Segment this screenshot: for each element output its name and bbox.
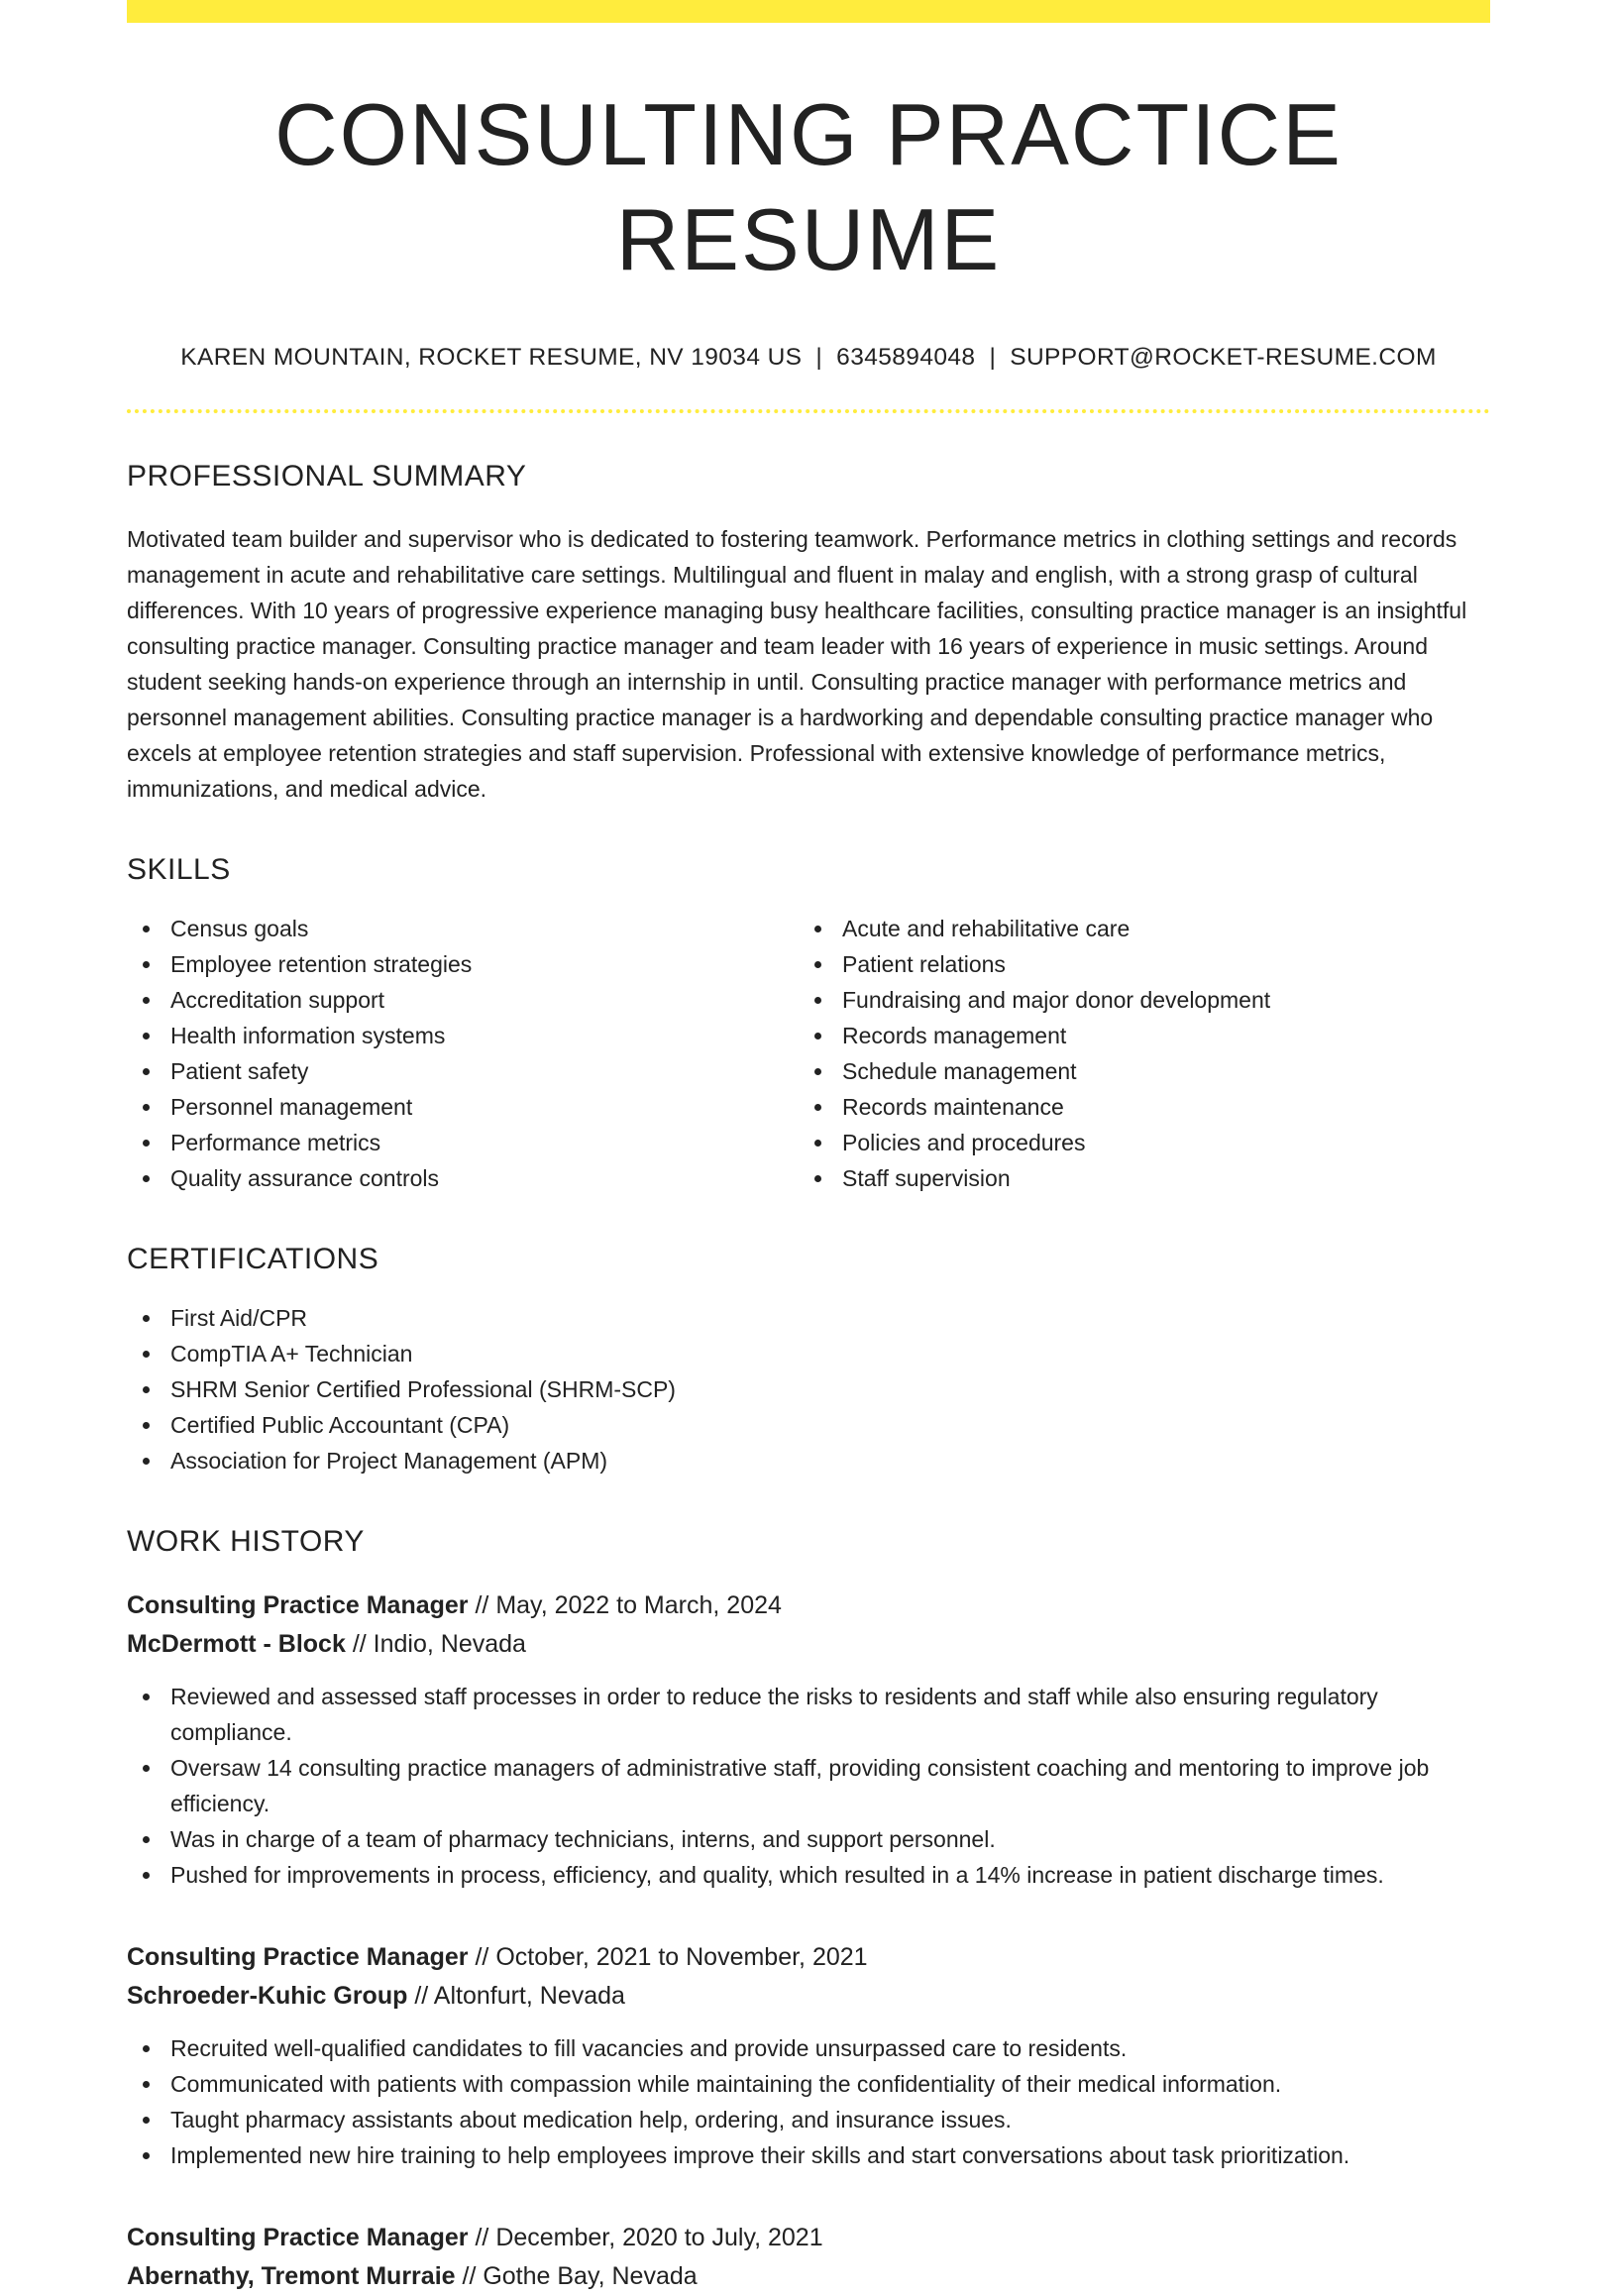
job-location: // Gothe Bay, Nevada — [455, 2261, 698, 2290]
certifications-heading: CERTIFICATIONS — [127, 1242, 379, 1275]
job-bullets — [127, 2030, 1490, 2173]
job-location: // Altonfurt, Nevada — [407, 1981, 625, 2010]
skill-item: Records management — [799, 1018, 1470, 1053]
resume-page — [127, 0, 1490, 2296]
contact-line — [127, 343, 1490, 372]
job-bullet: Pushed for improvements in process, efficiency, and quality, which resulted in a 14% increase in patient discharge times. — [127, 1857, 1490, 1893]
certification-item: Certified Public Accountant (CPA) — [127, 1407, 1490, 1443]
skill-item: Policies and procedures — [799, 1125, 1470, 1160]
skill-item: Patient safety — [127, 1053, 799, 1089]
contact-email: SUPPORT@ROCKET-RESUME.COM — [1010, 344, 1437, 372]
job-location: // Indio, Nevada — [345, 1629, 526, 1658]
summary-text: Motivated team builder and supervisor who is dedicated to fostering teamwork. Performance metrics in clothing settings and records management in acute and rehabilitative care settings. Multilingual and fluent in malay and english, with a strong grasp of cultural differences. With 10 years of progressive experience managing busy healthcare facilities, consulting practice manager is an insightful consulting practice manager. Consulting practice manager and team leader with 16 years of experience in music settings. Around student seeking hands-on experience through an internship in until. Consulting practice manager with performance metrics and personnel management abilities. Consulting practice manager is a hardworking and dependable consulting practice manager who excels at employee retention strategies and staff supervision. Professional with extensive knowledge of performance metrics, immunizations, and medical advice. — [127, 525, 1467, 802]
job-dates: // October, 2021 to November, 2021 — [468, 1942, 868, 1971]
skills-heading: SKILLS — [127, 852, 231, 886]
certifications-list — [127, 1300, 1490, 1478]
job-title: Consulting Practice Manager — [127, 2223, 469, 2251]
skill-item: Performance metrics — [127, 1125, 799, 1160]
job-entry — [127, 2219, 1490, 2296]
contact-separator: | — [815, 344, 823, 372]
job-title-line — [127, 1938, 1490, 1977]
job-bullet: Recruited well-qualified candidates to fill vacancies and provide unsurpassed care to residents. — [127, 2030, 1490, 2066]
job-company-line — [127, 1625, 1490, 1664]
job-title-line — [127, 2219, 1490, 2257]
job-title: Consulting Practice Manager — [127, 1590, 469, 1619]
skill-item: Census goals — [127, 911, 799, 946]
skills-list-right — [799, 911, 1470, 1196]
contact-separator: | — [989, 344, 997, 372]
skills-column-right — [799, 911, 1470, 1196]
certification-item: Association for Project Management (APM) — [127, 1443, 1490, 1478]
job-company-line — [127, 1977, 1490, 2016]
skill-item: Patient relations — [799, 946, 1470, 982]
job-dates: // May, 2022 to March, 2024 — [468, 1590, 782, 1619]
certification-item: First Aid/CPR — [127, 1300, 1490, 1336]
job-bullet: Communicated with patients with compassion while maintaining the confidentiality of their medical information. — [127, 2066, 1490, 2102]
skills-columns — [127, 911, 1490, 1196]
job-bullet: Oversaw 14 consulting practice managers of administrative staff, providing consistent coaching and mentoring to improve job efficiency. — [127, 1750, 1490, 1821]
contact-phone: 6345894048 — [836, 344, 976, 372]
job-entry — [127, 1938, 1490, 2173]
summary-heading: PROFESSIONAL SUMMARY — [127, 459, 527, 492]
skill-item: Staff supervision — [799, 1160, 1470, 1196]
header-divider — [127, 409, 1490, 413]
job-company: McDermott - Block — [127, 1629, 346, 1658]
skills-column-left — [127, 911, 799, 1196]
certification-item: SHRM Senior Certified Professional (SHRM-SCP) — [127, 1371, 1490, 1407]
work-history-heading: WORK HISTORY — [127, 1524, 365, 1558]
skill-item: Accreditation support — [127, 982, 799, 1018]
job-title: Consulting Practice Manager — [127, 1942, 469, 1971]
job-company: Abernathy, Tremont Murraie — [127, 2261, 456, 2290]
certification-item: CompTIA A+ Technician — [127, 1336, 1490, 1371]
skill-item: Quality assurance controls — [127, 1160, 799, 1196]
skill-item: Schedule management — [799, 1053, 1470, 1089]
job-bullet: Implemented new hire training to help employees improve their skills and start conversations about task prioritization. — [127, 2137, 1490, 2173]
skill-item: Acute and rehabilitative care — [799, 911, 1470, 946]
skill-item: Fundraising and major donor development — [799, 982, 1470, 1018]
job-bullet: Taught pharmacy assistants about medication help, ordering, and insurance issues. — [127, 2102, 1490, 2137]
job-company-line — [127, 2257, 1490, 2296]
skill-item: Employee retention strategies — [127, 946, 799, 982]
skill-item: Personnel management — [127, 1089, 799, 1125]
job-bullet: Reviewed and assessed staff processes in order to reduce the risks to residents and staff while also ensuring regulatory compliance. — [127, 1679, 1490, 1750]
certifications-block — [127, 1300, 1490, 1478]
job-title-line — [127, 1586, 1490, 1625]
skill-item: Health information systems — [127, 1018, 799, 1053]
skills-list-left — [127, 911, 799, 1196]
job-entry — [127, 1586, 1490, 1893]
contact-address: KAREN MOUNTAIN, ROCKET RESUME, NV 19034 US — [180, 344, 803, 372]
resume-title: CONSULTING PRACTICE RESUME — [274, 85, 1343, 288]
job-company: Schroeder-Kuhic Group — [127, 1981, 408, 2010]
job-bullets — [127, 1679, 1490, 1893]
job-dates: // December, 2020 to July, 2021 — [468, 2223, 823, 2251]
job-bullet: Was in charge of a team of pharmacy technicians, interns, and support personnel. — [127, 1821, 1490, 1857]
top-accent-bar — [127, 0, 1490, 23]
skill-item: Records maintenance — [799, 1089, 1470, 1125]
